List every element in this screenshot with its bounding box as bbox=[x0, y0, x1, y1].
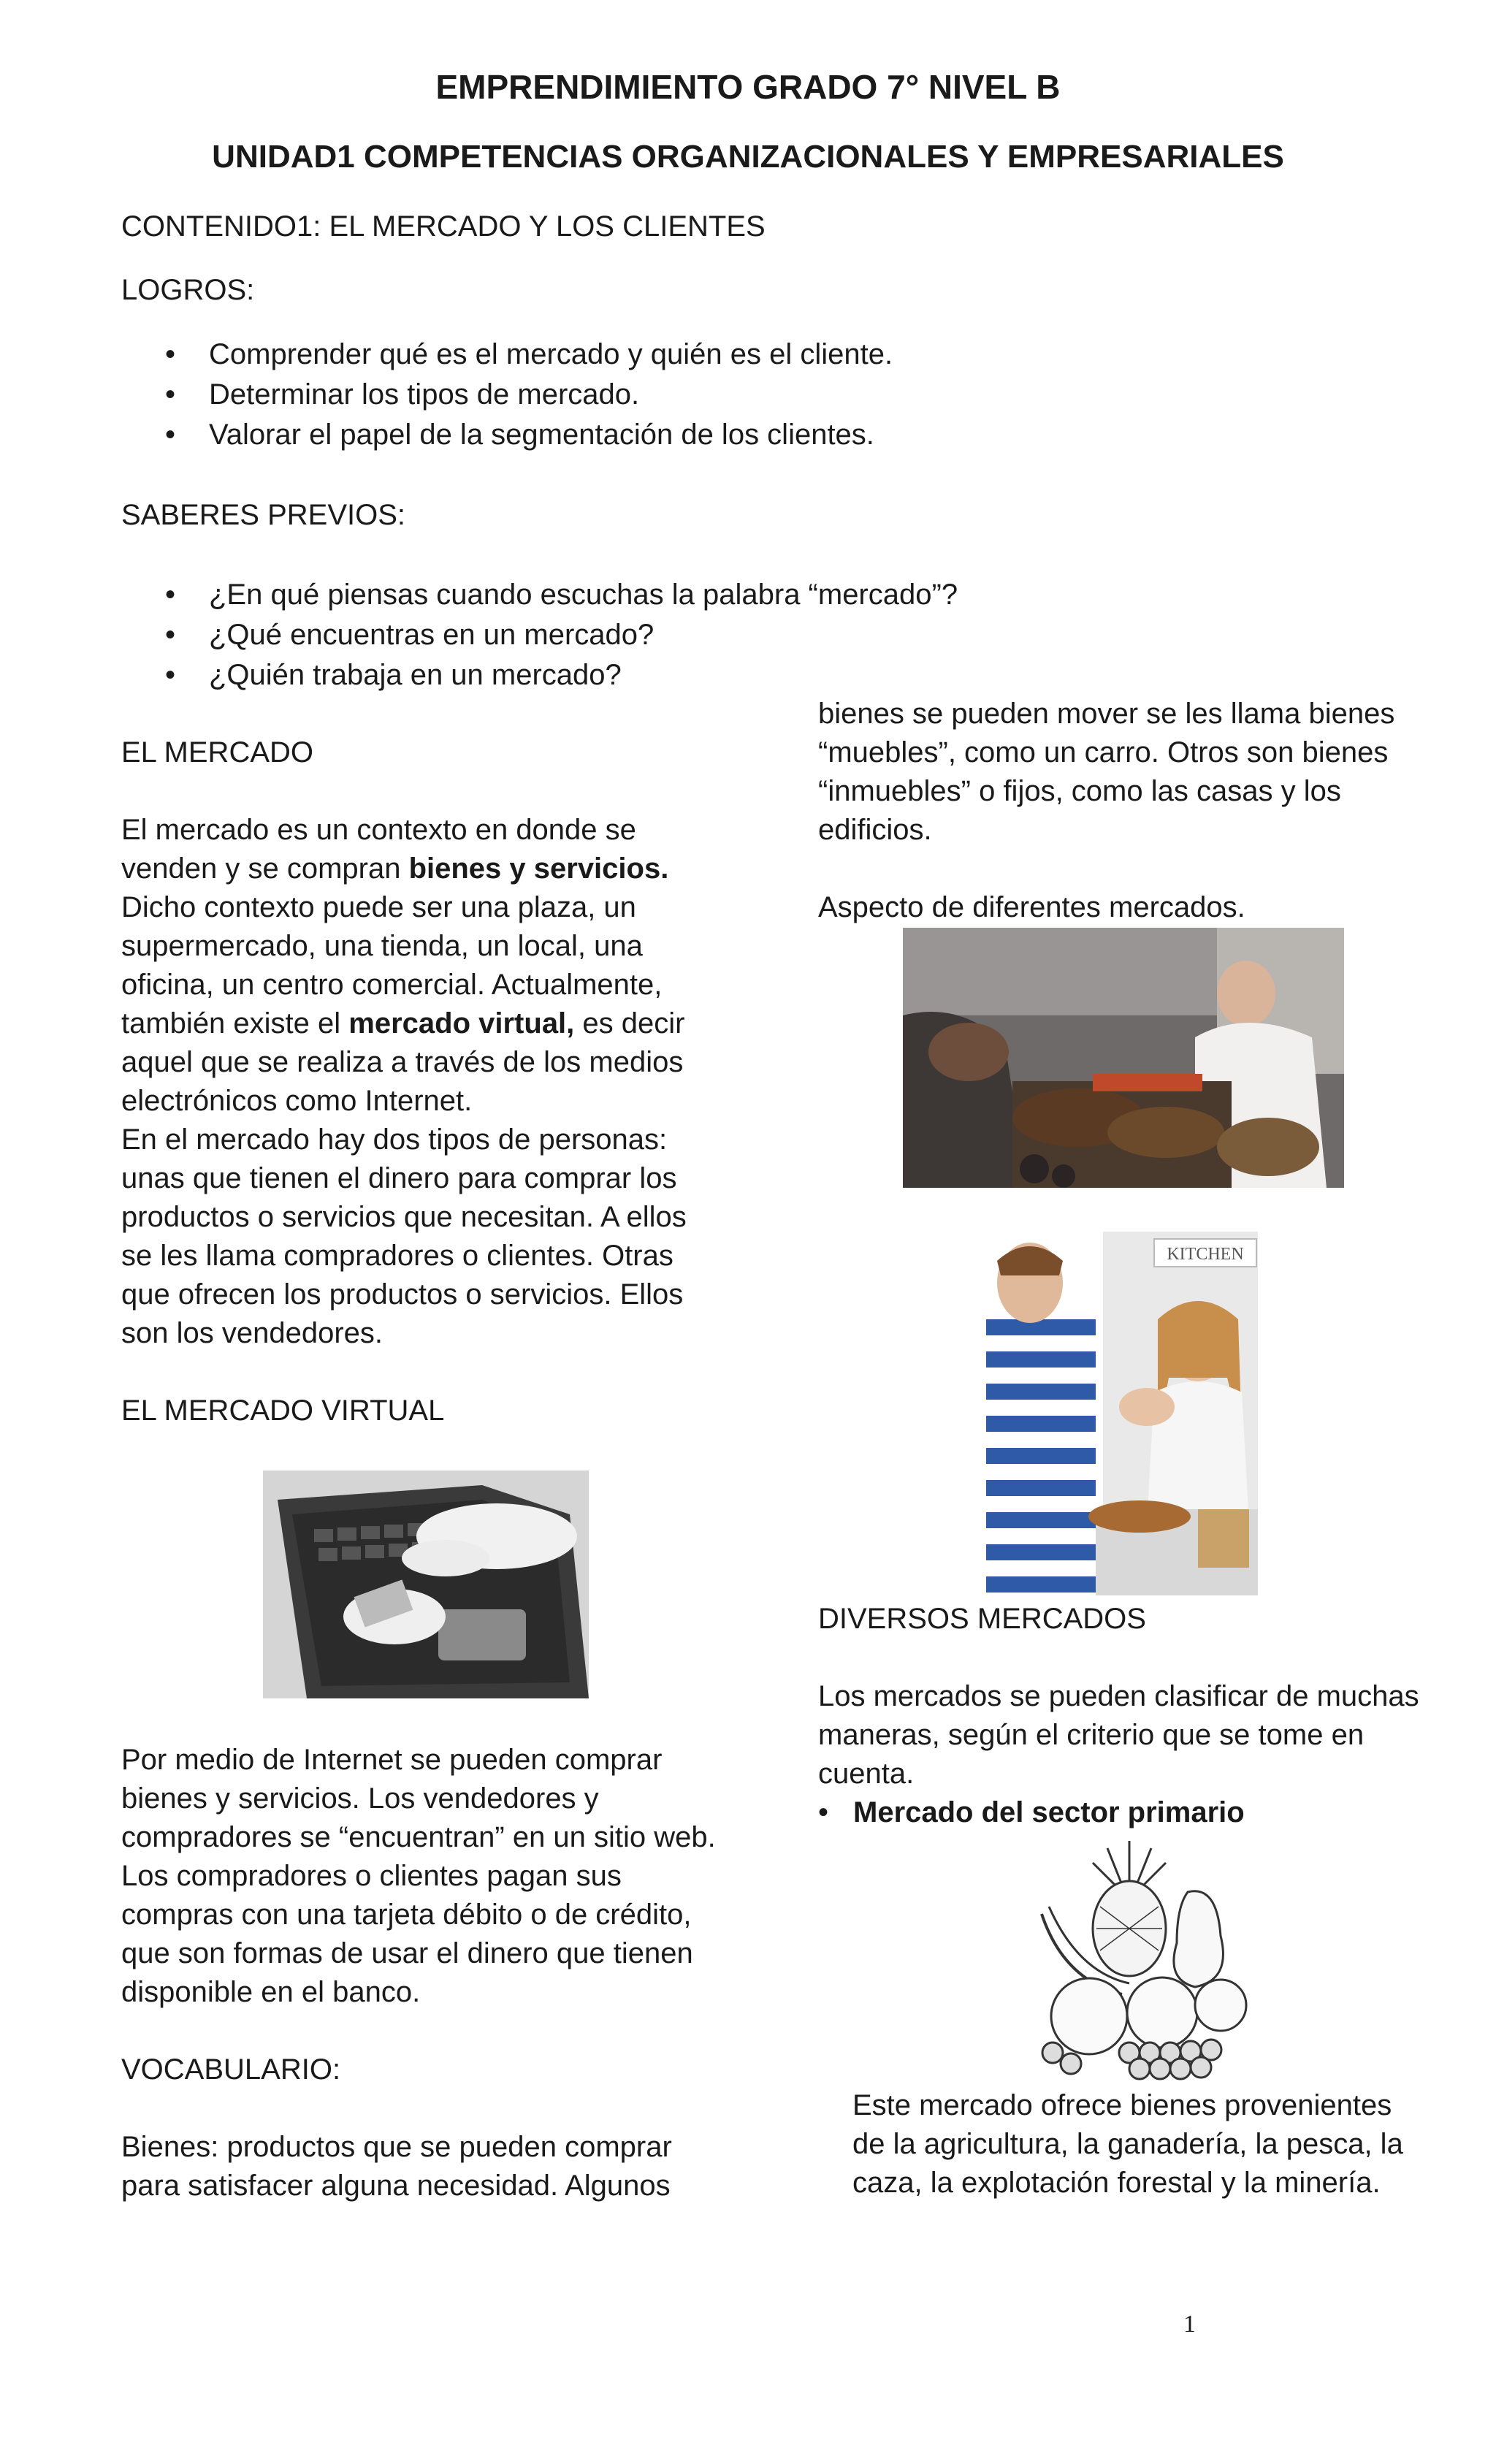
saberes-list bbox=[121, 575, 958, 695]
kitchen-shop-image bbox=[986, 1232, 1258, 1595]
paragraph-line: maneras, según el criterio que se tome en bbox=[818, 1719, 1365, 1751]
mercado-heading: EL MERCADO bbox=[121, 736, 314, 768]
list-item: • ¿Quién trabaja en un mercado? bbox=[121, 655, 958, 695]
page-number: 1 bbox=[1183, 2311, 1196, 2338]
paragraph-line: también existe el mercado virtual, es decir bbox=[121, 1007, 685, 1040]
paragraph-line: disponible en el banco. bbox=[121, 1976, 421, 2008]
primario-bullet: • Mercado del sector primario bbox=[818, 1793, 1476, 1832]
paragraph-line: Este mercado ofrece bienes provenientes bbox=[852, 2089, 1392, 2121]
document-title: EMPRENDIMIENTO GRADO 7° NIVEL B bbox=[435, 68, 1061, 106]
primario-description bbox=[852, 2086, 1481, 2202]
right-column-lower bbox=[818, 1600, 1476, 1832]
paragraph-line: para satisfacer alguna necesidad. Algunos bbox=[121, 2170, 671, 2202]
kitchen-sign-text: KITCHEN bbox=[1167, 1245, 1244, 1264]
logros-list bbox=[121, 335, 893, 455]
saberes-heading: SABERES PREVIOS: bbox=[121, 499, 406, 531]
right-column-upper bbox=[818, 695, 1461, 927]
list-item: • Determinar los tipos de mercado. bbox=[121, 375, 893, 415]
laptop-payment-image bbox=[263, 1471, 589, 1698]
paragraph-line: “muebles”, como un carro. Otros son bienes bbox=[818, 736, 1389, 768]
list-item: • ¿Qué encuentras en un mercado? bbox=[121, 615, 958, 655]
unit-title: UNIDAD1 COMPETENCIAS ORGANIZACIONALES Y EMPRESARIALES bbox=[212, 139, 1284, 175]
paragraph-line: El mercado es un contexto en donde se bbox=[121, 814, 636, 846]
paragraph-line: compras con una tarjeta débito o de crédito, bbox=[121, 1899, 692, 1931]
logros-heading: LOGROS: bbox=[121, 274, 255, 306]
market-stall-image bbox=[903, 928, 1344, 1188]
diversos-heading: DIVERSOS MERCADOS bbox=[818, 1603, 1146, 1635]
paragraph-line: Por medio de Internet se pueden comprar bbox=[121, 1744, 663, 1776]
paragraph-line: productos o servicios que necesitan. A ellos bbox=[121, 1201, 687, 1233]
list-item: • Comprender qué es el mercado y quién es el cliente. bbox=[121, 335, 893, 375]
paragraph-line: son los vendedores. bbox=[121, 1317, 383, 1349]
paragraph-line: bienes se pueden mover se les llama bienes bbox=[818, 698, 1395, 730]
paragraph-line: Bienes: productos que se pueden comprar bbox=[121, 2131, 672, 2163]
content-label: CONTENIDO1: EL MERCADO Y LOS CLIENTES bbox=[121, 210, 766, 243]
list-item: • Valorar el papel de la segmentación de los clientes. bbox=[121, 415, 893, 455]
paragraph-line: Los mercados se pueden clasificar de muchas bbox=[818, 1680, 1419, 1712]
fruit-basket-illustration bbox=[1020, 1834, 1261, 2082]
paragraph-line: oficina, un centro comercial. Actualmente, bbox=[121, 969, 663, 1001]
paragraph-line: cuenta. bbox=[818, 1758, 915, 1790]
vocabulario-heading: VOCABULARIO: bbox=[121, 2053, 341, 2086]
paragraph-line: de la agricultura, la ganadería, la pesca, la bbox=[852, 2128, 1403, 2160]
left-column-upper bbox=[121, 733, 749, 1430]
paragraph-line: venden y se compran bienes y servicios. bbox=[121, 853, 669, 885]
paragraph-line: que son formas de usar el dinero que tienen bbox=[121, 1937, 693, 1969]
aspecto-caption: Aspecto de diferentes mercados. bbox=[818, 891, 1245, 923]
paragraph-line: bienes y servicios. Los vendedores y bbox=[121, 1782, 599, 1815]
paragraph-line: “inmuebles” o fijos, como las casas y los bbox=[818, 775, 1341, 807]
list-item: • ¿En qué piensas cuando escuchas la palabra “mercado”? bbox=[121, 575, 958, 615]
paragraph-line: supermercado, una tienda, un local, una bbox=[121, 930, 643, 962]
paragraph-line: caza, la explotación forestal y la minería. bbox=[852, 2167, 1381, 2199]
paragraph-line: Dicho contexto puede ser una plaza, un bbox=[121, 891, 636, 923]
paragraph-line: compradores se “encuentran” en un sitio web. bbox=[121, 1821, 716, 1853]
paragraph-line: se les llama compradores o clientes. Otras bbox=[121, 1240, 673, 1272]
paragraph-line: En el mercado hay dos tipos de personas: bbox=[121, 1124, 668, 1156]
paragraph-line: aquel que se realiza a través de los medios bbox=[121, 1046, 684, 1078]
paragraph-line: Los compradores o clientes pagan sus bbox=[121, 1860, 622, 1892]
paragraph-line: edificios. bbox=[818, 814, 932, 846]
paragraph-line: electrónicos como Internet. bbox=[121, 1085, 473, 1117]
left-column-lower bbox=[121, 1741, 779, 2205]
virtual-heading: EL MERCADO VIRTUAL bbox=[121, 1395, 445, 1427]
paragraph-line: unas que tienen el dinero para comprar los bbox=[121, 1162, 677, 1194]
paragraph-line: que ofrecen los productos o servicios. Ellos bbox=[121, 1278, 684, 1311]
